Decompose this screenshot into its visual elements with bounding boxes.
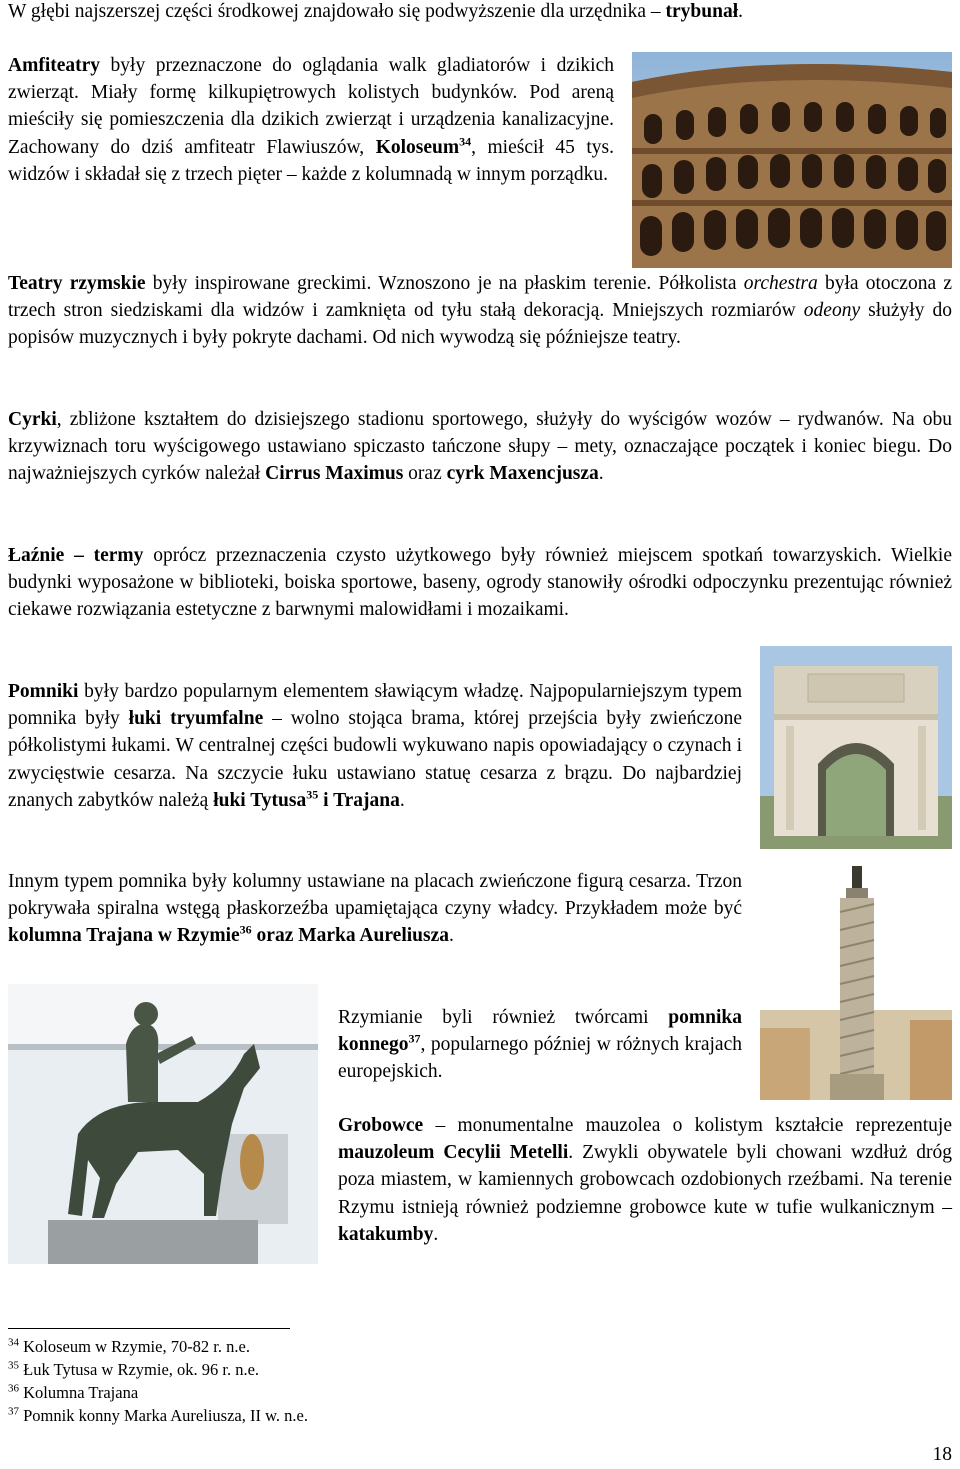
paragraph-pomniki: Pomniki były bardzo popularnym elementem sławiącym władzę. Najpopularniejszym typem pomnika były łuki tryumfalne – wolno stojąca brama, której przejścia były zwieńczone półkolistymi łukami. W centralnej części budowli wykuwano napis opowiadający o czynach i zwycięstwie cesarza. Na szczycie łuku ustawiano statuę cesarza z brązu. Do najbardziej znanych zabytków należą łuki Tytusa$^{35}$ i Trajana. [8,681,742,811]
colosseum-photo [632,52,952,268]
footnote-34: $^{34}$ Koloseum w Rzymie, 70-82 r. n.e. [8,1336,250,1356]
paragraph-cyrki: Cyrki, zbliżone kształtem do dzisiejszego stadionu sportowego, służyły do wyścigów wozów – rydwanów. Na obu krzywiznach toru wyścigowego ustawiano spiczasto tańczone słupy – mety, oznaczające początek i koniec biegu. Do najważniejszych cyrków należał Cirrus Maximus oraz cyrk Maxencjusza. [8,409,952,485]
footnote-35: $^{35}$ Łuk Tytusa w Rzymie, ok. 96 r. n.e. [8,1359,260,1379]
page-number: 18 [932,1444,952,1465]
paragraph-trybunal: W głębi najszerszej części środkowej znajdowało się podwyższenie dla urzędnika – trybunał. [8,1,743,22]
footnote-37: $^{37}$ Pomnik konny Marka Aureliusza, II w. n.e. [8,1405,308,1425]
paragraph-teatry: Teatry rzymskie były inspirowane greckimi. Wznoszono je na płaskim terenie. Półkolista orchestra była otoczona z trzech stron siedziskami dla widzów i zamknięta od tyłu stałą dekoracją. Mniejszych rozmiarów odeony służyły do popisów muzycznych i były pokryte dachami. Od nich wywodzą się późniejsze teatry. [8,273,952,349]
paragraph-grobowce: Grobowce – monumentalne mauzolea o kolistym kształcie reprezentuje mauzoleum Cecylii Metelli. Zwykli obywatele byli chowani wzdłuż dróg poza miastem, w kamiennych grobowcach ozdobionych rzeźbami. Na terenie Rzymu istnieją również podziemne grobowce kute w tufie wulkanicznym – katakumby. [338,1115,952,1245]
footnote-separator [8,1328,290,1329]
paragraph-pomnik-konny: Rzymianie byli również twórcami pomnika konnego$^{37}$, popularnego później w różnych krajach europejskich. [338,1007,742,1083]
arch-of-titus-photo [760,646,952,849]
paragraph-laznie: Łaźnie – termy oprócz przeznaczenia czysto użytkowego były również miejscem spotkań towarzyskich. Wielkie budynki wyposażone w biblioteki, boiska sportowe, baseny, ogrody stanowiły ośrodki odpoczynku prezentując również ciekawe rozwiązania estetyczne z barwnymi malowidłami i mozaikami. [8,545,952,621]
footnote-36: $^{36}$ Kolumna Trajana [8,1382,139,1402]
equestrian-statue-photo [8,984,318,1264]
trajan-column-photo [760,860,952,1100]
paragraph-kolumny: Innym typem pomnika były kolumny ustawiane na placach zwieńczone figurą cesarza. Trzon pokrywała spiralna wstęgą płaskorzeźba upamiętająca czyny władcy. Przykładem może być kolumna Trajana w Rzymie$^{36}$ oraz Marka Aureliusza. [8,871,742,947]
paragraph-amfiteatry: Amfiteatry były przeznaczone do oglądania walk gladiatorów i dzikich zwierząt. Miały formę kilkupiętrowych kolistych budynków. Pod areną mieściły się pomieszczenia dla dzikich zwierząt i urządzenia kanalizacyjne. Zachowany do dziś amfiteatr Flawiuszów, Koloseum$^{34}$, mieścił 45 tys. widzów i składał się z trzech pięter – każde z kolumnadą w innym porządku. [8,55,614,185]
